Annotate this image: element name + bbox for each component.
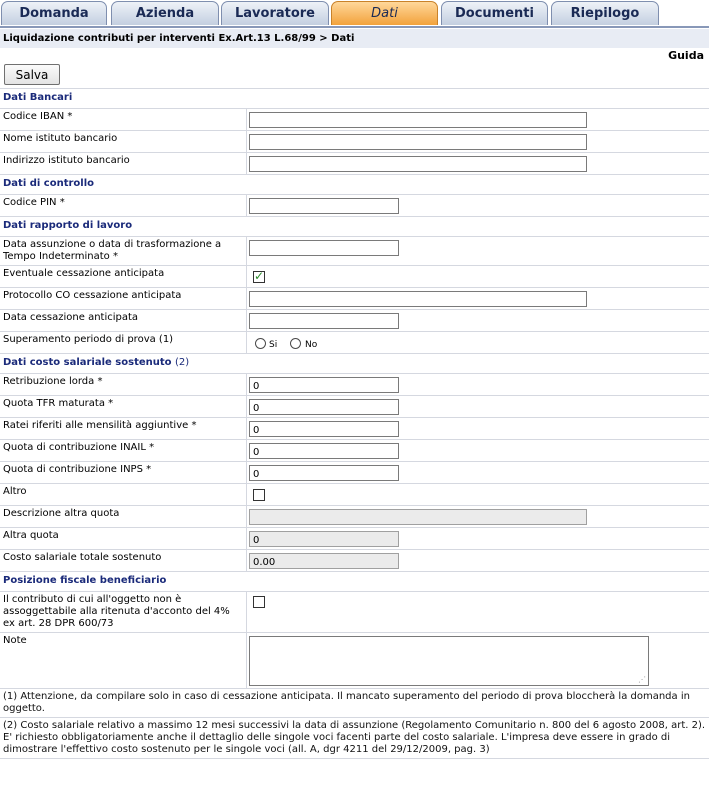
protocollo-label: Protocollo CO cessazione anticipata	[3, 290, 182, 301]
section-rapporto-lavoro: Dati rapporto di lavoro	[0, 217, 709, 237]
inail-label: Quota di contribuzione INAIL *	[3, 442, 155, 453]
row-costo-totale	[0, 550, 709, 572]
pin-input[interactable]	[249, 198, 399, 214]
tab-documenti[interactable]: Documenti	[441, 1, 548, 25]
section-dati-bancari: Dati Bancari	[0, 89, 709, 109]
footnote-1: (1) Attenzione, da compilare solo in caso di cessazione anticipata. Il mancato superamento del periodo di prova bloccherà la domanda in oggetto.	[0, 689, 709, 718]
row-iban	[0, 109, 709, 131]
section-costo-salariale	[0, 354, 709, 374]
cessazione-label: Eventuale cessazione anticipata	[3, 268, 165, 279]
tab-domanda[interactable]: Domanda	[1, 1, 107, 25]
pin-label: Codice PIN *	[3, 197, 65, 208]
section-posizione-fiscale: Posizione fiscale beneficiario	[0, 572, 709, 592]
costo-section-title: Dati costo salariale sostenuto	[3, 357, 172, 368]
ritenuta-checkbox[interactable]	[253, 596, 265, 608]
ritenuta-label: Il contributo di cui all'oggetto non è assoggettabile alla ritenuta d'acconto del 4% ex art. 28 DPR 600/73	[3, 594, 230, 629]
data-cessazione-label: Data cessazione anticipata	[3, 312, 139, 323]
row-data-assunzione	[0, 237, 709, 266]
tfr-input[interactable]	[249, 399, 399, 415]
protocollo-input[interactable]	[249, 291, 587, 307]
iban-label: Codice IBAN *	[3, 111, 73, 122]
descrizione-altra-label: Descrizione altra quota	[3, 508, 120, 519]
help-link[interactable]: Guida	[668, 49, 704, 62]
row-inps	[0, 462, 709, 484]
row-descrizione-altra	[0, 506, 709, 528]
row-altra-quota	[0, 528, 709, 550]
costo-totale-label: Costo salariale totale sostenuto	[3, 552, 162, 563]
cessazione-checkbox[interactable]	[253, 271, 265, 283]
ratei-input[interactable]	[249, 421, 399, 437]
nome-istituto-input[interactable]	[249, 134, 587, 150]
row-note	[0, 633, 709, 689]
tab-dati[interactable]: Dati	[331, 1, 438, 25]
tab-azienda[interactable]: Azienda	[111, 1, 219, 25]
breadcrumb: Liquidazione contributi per interventi Ex.Art.13 L.68/99 > Dati	[0, 29, 709, 48]
row-data-cessazione	[0, 310, 709, 332]
costo-totale-input[interactable]	[249, 553, 399, 569]
row-retribuzione	[0, 374, 709, 396]
prova-si-radio[interactable]	[255, 338, 266, 349]
indirizzo-istituto-input[interactable]	[249, 156, 587, 172]
altra-quota-label: Altra quota	[3, 530, 59, 541]
footnote-2: (2) Costo salariale relativo a massimo 12 mesi successivi la data di assunzione (Regolamento Comunitario n. 800 del 6 agosto 2008, art. 2). E' richiesto obbligatoriamente anche il dettaglio delle singole voci facenti parte del costo salariale. L'impresa deve essere in grado di dimostrare l'effettivo costo sostenuto per le singole voci (all. A, dgr 4211 del 29/12/2009, pag. 3)	[0, 718, 709, 759]
row-ritenuta	[0, 592, 709, 633]
data-assunzione-input[interactable]	[249, 240, 399, 256]
section-dati-controllo: Dati di controllo	[0, 175, 709, 195]
descrizione-altra-input[interactable]	[249, 509, 587, 525]
row-indirizzo-istituto	[0, 153, 709, 175]
tab-underline	[0, 26, 709, 28]
row-pin	[0, 195, 709, 217]
nome-istituto-label: Nome istituto bancario	[3, 133, 118, 144]
prova-no-label: No	[305, 340, 318, 350]
altro-checkbox[interactable]	[253, 489, 265, 501]
row-cessazione-anticipata	[0, 266, 709, 288]
periodo-prova-label: Superamento periodo di prova (1)	[3, 334, 174, 345]
note-label: Note	[3, 635, 27, 646]
costo-section-note: (2)	[175, 357, 190, 368]
tab-riepilogo[interactable]: Riepilogo	[551, 1, 659, 25]
altra-quota-input[interactable]	[249, 531, 399, 547]
tab-bar	[0, 0, 709, 27]
ratei-label: Ratei riferiti alle mensilità aggiuntive *	[3, 420, 197, 431]
row-nome-istituto	[0, 131, 709, 153]
prova-si-label: Si	[269, 340, 278, 350]
row-periodo-prova	[0, 332, 709, 354]
data-cessazione-input[interactable]	[249, 313, 399, 329]
iban-input[interactable]	[249, 112, 587, 128]
save-button[interactable]: Salva	[4, 64, 60, 85]
row-protocollo	[0, 288, 709, 310]
prova-no-radio[interactable]	[290, 338, 301, 349]
inail-input[interactable]	[249, 443, 399, 459]
retribuzione-input[interactable]	[249, 377, 399, 393]
data-form	[0, 88, 709, 759]
tab-lavoratore[interactable]: Lavoratore	[221, 1, 329, 25]
inps-input[interactable]	[249, 465, 399, 481]
resize-grip-icon[interactable]: ⋰	[638, 675, 646, 684]
row-altro	[0, 484, 709, 506]
row-tfr	[0, 396, 709, 418]
note-textarea[interactable]	[249, 636, 649, 686]
tfr-label: Quota TFR maturata *	[3, 398, 114, 409]
row-inail	[0, 440, 709, 462]
inps-label: Quota di contribuzione INPS *	[3, 464, 152, 475]
retribuzione-label: Retribuzione lorda *	[3, 376, 103, 387]
row-ratei	[0, 418, 709, 440]
data-assunzione-label: Data assunzione o data di trasformazione a Tempo Indeterminato *	[3, 239, 222, 262]
altro-label: Altro	[3, 486, 27, 497]
indirizzo-istituto-label: Indirizzo istituto bancario	[3, 155, 130, 166]
